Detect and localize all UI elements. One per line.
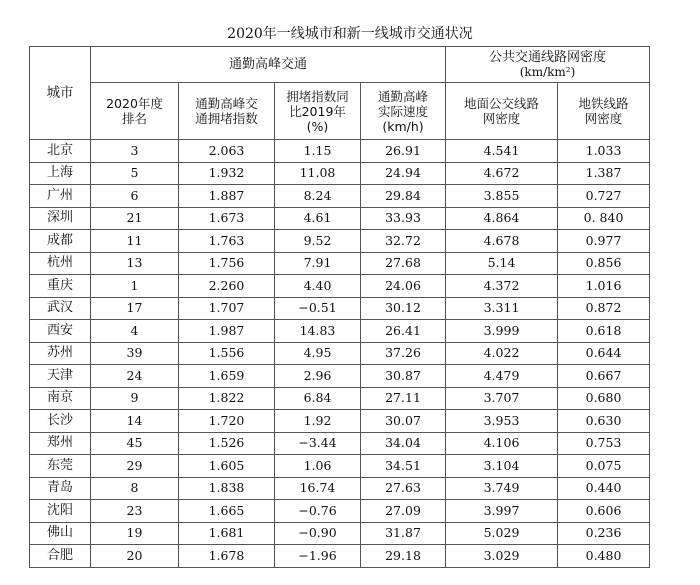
- cell-city: 上海: [30, 162, 91, 185]
- cell-bus: 3.029: [446, 545, 558, 568]
- cell-yoy: 4.61: [275, 207, 361, 230]
- cell-yoy: 9.52: [275, 230, 361, 253]
- cell-speed: 27.09: [361, 500, 446, 523]
- table-row: [30, 162, 650, 185]
- cell-metro: 0.856: [558, 252, 650, 275]
- cell-speed: 30.87: [361, 365, 446, 388]
- header-bus-density-line1: 地面公交线路: [464, 96, 540, 111]
- cell-index: 1.763: [179, 230, 275, 253]
- cell-index: 1.756: [179, 252, 275, 275]
- cell-yoy: 2.96: [275, 365, 361, 388]
- cell-bus: 3.749: [446, 477, 558, 500]
- cell-rank: 9: [91, 387, 179, 410]
- cell-metro: 0.075: [558, 455, 650, 478]
- cell-yoy: 8.24: [275, 185, 361, 208]
- cell-city: 天津: [30, 365, 91, 388]
- cell-metro: 0.753: [558, 432, 650, 455]
- cell-city: 苏州: [30, 342, 91, 365]
- header-congestion-index-line2: 通拥堵指数: [195, 111, 258, 126]
- cell-speed: 24.94: [361, 162, 446, 185]
- cell-speed: 29.84: [361, 185, 446, 208]
- cell-rank: 3: [91, 140, 179, 163]
- table-row: [30, 365, 650, 388]
- cell-bus: 4.372: [446, 275, 558, 298]
- cell-index: 1.887: [179, 185, 275, 208]
- table-row: [30, 500, 650, 523]
- cell-bus: 4.864: [446, 207, 558, 230]
- header-congestion-index-line1: 通勤高峰交: [195, 96, 258, 111]
- cell-rank: 17: [91, 297, 179, 320]
- cell-metro: 0.606: [558, 500, 650, 523]
- cell-yoy: 1.15: [275, 140, 361, 163]
- cell-city: 广州: [30, 185, 91, 208]
- cell-yoy: 4.95: [275, 342, 361, 365]
- cell-yoy: −0.51: [275, 297, 361, 320]
- cell-city: 南京: [30, 387, 91, 410]
- cell-index: 1.838: [179, 477, 275, 500]
- cell-rank: 21: [91, 207, 179, 230]
- cell-index: 1.673: [179, 207, 275, 230]
- cell-metro: 0.977: [558, 230, 650, 253]
- table-row: [30, 410, 650, 433]
- cell-rank: 20: [91, 545, 179, 568]
- cell-rank: 14: [91, 410, 179, 433]
- cell-metro: 1.016: [558, 275, 650, 298]
- header-group-transit-unit: (km/km²): [519, 64, 576, 79]
- cell-metro: 0.667: [558, 365, 650, 388]
- table-row: [30, 185, 650, 208]
- cell-rank: 23: [91, 500, 179, 523]
- cell-metro: 0.727: [558, 185, 650, 208]
- table-row: [30, 342, 650, 365]
- header-speed-line3: (km/h): [382, 118, 424, 134]
- table-row: [30, 297, 650, 320]
- cell-city: 北京: [30, 140, 91, 163]
- cell-rank: 45: [91, 432, 179, 455]
- cell-rank: 5: [91, 162, 179, 185]
- cell-metro: 0. 840: [558, 207, 650, 230]
- cell-bus: 4.672: [446, 162, 558, 185]
- cell-index: 1.556: [179, 342, 275, 365]
- cell-bus: 3.311: [446, 297, 558, 320]
- cell-index: 1.605: [179, 455, 275, 478]
- cell-speed: 32.72: [361, 230, 446, 253]
- table-row: [30, 477, 650, 500]
- header-yoy: [275, 83, 361, 140]
- cell-rank: 13: [91, 252, 179, 275]
- table-row: [30, 545, 650, 568]
- cell-yoy: −3.44: [275, 432, 361, 455]
- header-group-transit-line1: 公共交通线路网密度: [489, 49, 607, 65]
- table-row: [30, 387, 650, 410]
- cell-rank: 8: [91, 477, 179, 500]
- cell-metro: 1.033: [558, 140, 650, 163]
- cell-rank: 4: [91, 320, 179, 343]
- table-row: [30, 275, 650, 298]
- table-row: [30, 522, 650, 545]
- cell-speed: 34.51: [361, 455, 446, 478]
- cell-yoy: −0.90: [275, 522, 361, 545]
- cell-metro: 0.644: [558, 342, 650, 365]
- cell-index: 1.720: [179, 410, 275, 433]
- cell-index: 2.260: [179, 275, 275, 298]
- cell-yoy: −0.76: [275, 500, 361, 523]
- header-speed-line1: 通勤高峰: [378, 88, 429, 104]
- cell-yoy: 4.40: [275, 275, 361, 298]
- cell-metro: 0.618: [558, 320, 650, 343]
- cell-index: 1.526: [179, 432, 275, 455]
- cell-metro: 0.480: [558, 545, 650, 568]
- header-rank-line1: 2020年度: [106, 96, 163, 111]
- cell-speed: 31.87: [361, 522, 446, 545]
- cell-bus: 4.678: [446, 230, 558, 253]
- cell-city: 杭州: [30, 252, 91, 275]
- cell-index: 1.987: [179, 320, 275, 343]
- table-row: [30, 230, 650, 253]
- cell-index: 1.678: [179, 545, 275, 568]
- cell-speed: 33.93: [361, 207, 446, 230]
- cell-city: 西安: [30, 320, 91, 343]
- cell-city: 东莞: [30, 455, 91, 478]
- header-group-transit: [446, 47, 650, 83]
- cell-city: 郑州: [30, 432, 91, 455]
- cell-speed: 27.63: [361, 477, 446, 500]
- header-speed: [361, 83, 446, 140]
- cell-city: 武汉: [30, 297, 91, 320]
- cell-yoy: −1.96: [275, 545, 361, 568]
- cell-index: 1.681: [179, 522, 275, 545]
- cell-bus: 5.14: [446, 252, 558, 275]
- cell-speed: 26.91: [361, 140, 446, 163]
- cell-bus: 3.953: [446, 410, 558, 433]
- header-congestion-index: [179, 83, 275, 140]
- header-metro-density-line1: 地铁线路: [578, 96, 629, 111]
- header-city: 城市: [30, 47, 91, 140]
- cell-city: 重庆: [30, 275, 91, 298]
- cell-speed: 34.04: [361, 432, 446, 455]
- cell-bus: 3.999: [446, 320, 558, 343]
- table-row: [30, 140, 650, 163]
- cell-bus: 4.022: [446, 342, 558, 365]
- cell-city: 深圳: [30, 207, 91, 230]
- table-title: 2020年一线城市和新一线城市交通状况: [227, 26, 473, 42]
- header-rank-line2: 排名: [121, 111, 147, 126]
- cell-rank: 29: [91, 455, 179, 478]
- cell-metro: 0.440: [558, 477, 650, 500]
- cell-yoy: 1.06: [275, 455, 361, 478]
- cell-index: 1.822: [179, 387, 275, 410]
- header-yoy-line2: 比2019年: [289, 103, 346, 119]
- cell-rank: 24: [91, 365, 179, 388]
- cell-rank: 1: [91, 275, 179, 298]
- cell-rank: 19: [91, 522, 179, 545]
- cell-city: 沈阳: [30, 500, 91, 523]
- cell-rank: 6: [91, 185, 179, 208]
- table-row: [30, 455, 650, 478]
- cell-rank: 11: [91, 230, 179, 253]
- header-rank: [91, 83, 179, 140]
- cell-city: 佛山: [30, 522, 91, 545]
- cell-yoy: 11.08: [275, 162, 361, 185]
- cell-yoy: 16.74: [275, 477, 361, 500]
- cell-yoy: 7.91: [275, 252, 361, 275]
- header-bus-density-line2: 网密度: [482, 111, 521, 126]
- cell-bus: 4.541: [446, 140, 558, 163]
- header-group-commute: 通勤高峰交通: [91, 47, 446, 83]
- cell-speed: 37.26: [361, 342, 446, 365]
- cell-index: 1.707: [179, 297, 275, 320]
- cell-bus: 5.029: [446, 522, 558, 545]
- cell-speed: 27.68: [361, 252, 446, 275]
- header-yoy-line3: (%): [306, 118, 329, 134]
- cell-bus: 4.106: [446, 432, 558, 455]
- cell-city: 合肥: [30, 545, 91, 568]
- cell-speed: 27.11: [361, 387, 446, 410]
- cell-bus: 4.479: [446, 365, 558, 388]
- table-row: [30, 207, 650, 230]
- cell-metro: 0.630: [558, 410, 650, 433]
- cell-speed: 30.07: [361, 410, 446, 433]
- cell-city: 青岛: [30, 477, 91, 500]
- cell-bus: 3.707: [446, 387, 558, 410]
- cell-yoy: 1.92: [275, 410, 361, 433]
- cell-metro: 1.387: [558, 162, 650, 185]
- cell-bus: 3.104: [446, 455, 558, 478]
- cell-index: 1.665: [179, 500, 275, 523]
- cell-speed: 24.06: [361, 275, 446, 298]
- cell-speed: 30.12: [361, 297, 446, 320]
- cell-bus: 3.997: [446, 500, 558, 523]
- traffic-table: [29, 46, 650, 568]
- cell-metro: 0.680: [558, 387, 650, 410]
- table-row: [30, 432, 650, 455]
- header-bus-density: [446, 83, 558, 140]
- cell-speed: 26.41: [361, 320, 446, 343]
- table-row: [30, 252, 650, 275]
- table-row: [30, 320, 650, 343]
- cell-metro: 0.872: [558, 297, 650, 320]
- cell-rank: 39: [91, 342, 179, 365]
- cell-bus: 3.855: [446, 185, 558, 208]
- header-metro-density-line2: 网密度: [584, 111, 623, 126]
- cell-index: 1.659: [179, 365, 275, 388]
- cell-speed: 29.18: [361, 545, 446, 568]
- cell-city: 成都: [30, 230, 91, 253]
- header-metro-density: [558, 83, 650, 140]
- cell-metro: 0.236: [558, 522, 650, 545]
- header-yoy-line1: 拥堵指数同: [286, 88, 349, 104]
- cell-yoy: 14.83: [275, 320, 361, 343]
- cell-index: 1.932: [179, 162, 275, 185]
- cell-city: 长沙: [30, 410, 91, 433]
- cell-yoy: 6.84: [275, 387, 361, 410]
- header-speed-line2: 实际速度: [378, 103, 429, 119]
- cell-index: 2.063: [179, 140, 275, 163]
